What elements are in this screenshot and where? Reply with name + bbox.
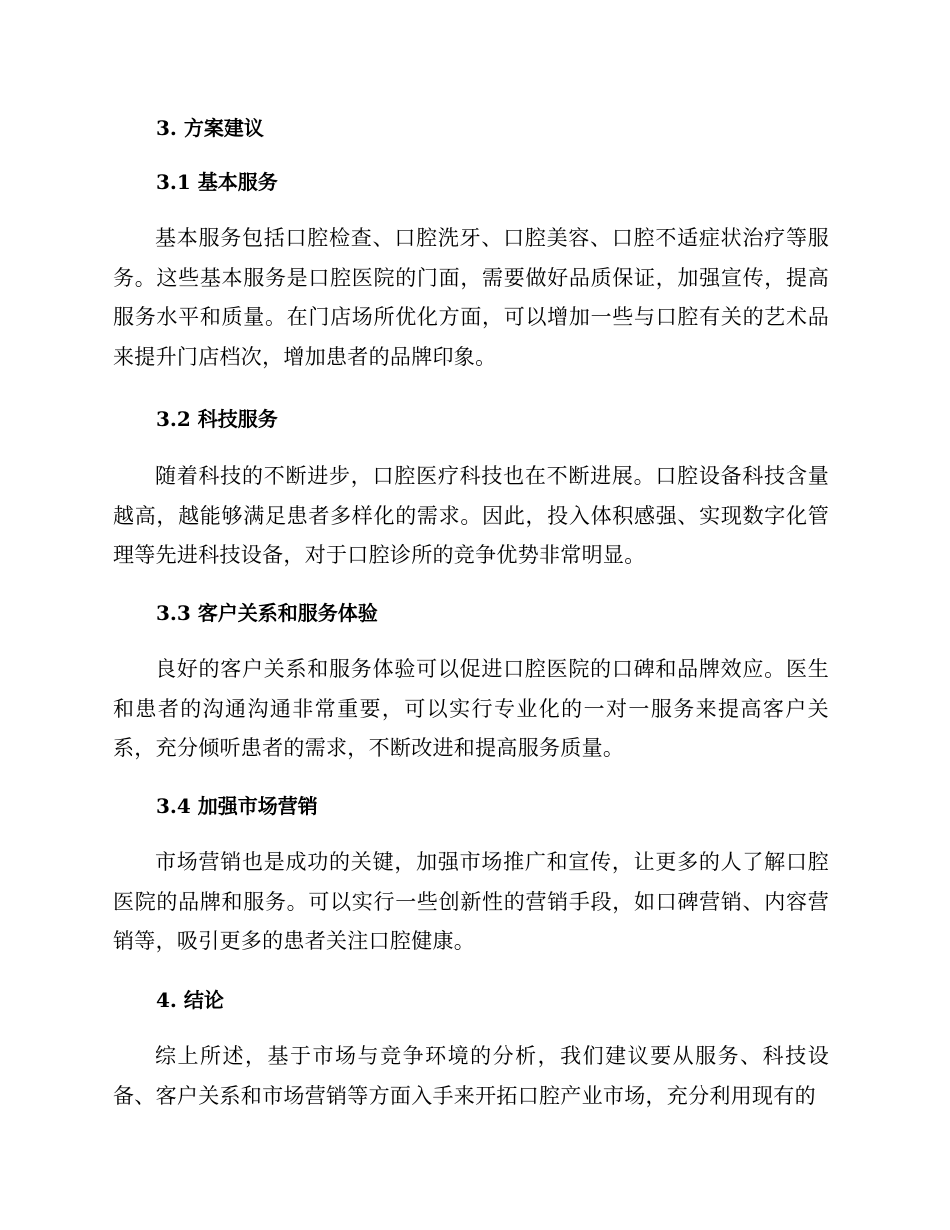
paragraph-3-4: 市场营销也是成功的关键，加强市场推广和宣传，让更多的人了解口腔医院的品牌和服务。可以实行一些创新性的营销手段，如口碑营销、内容营销等，吸引更多的患者关注口腔健康。 (113, 850, 829, 953)
section-heading-3: 3. 方案建议 (156, 116, 264, 140)
section-heading-3-3: 3.3 客户关系和服务体验 (156, 601, 378, 625)
section-heading-4: 4. 结论 (156, 988, 224, 1012)
paragraph-4: 综上所述，基于市场与竞争环境的分析，我们建议要从服务、科技设备、客户关系和市场营销等方面入手来开拓口腔产业市场，充分利用现有的 (113, 1044, 829, 1108)
section-heading-3-1: 3.1 基本服务 (156, 170, 278, 194)
paragraph-3-3: 良好的客户关系和服务体验可以促进口腔医院的口碑和品牌效应。医生和患者的沟通沟通非常重要，可以实行专业化的一对一服务来提高客户关系，充分倾听患者的需求，不断改进和提高服务质量。 (113, 657, 829, 760)
section-heading-3-2: 3.2 科技服务 (156, 407, 278, 431)
paragraph-3-1: 基本服务包括口腔检查、口腔洗牙、口腔美容、口腔不适症状治疗等服务。这些基本服务是口腔医院的门面，需要做好品质保证，加强宣传，提高服务水平和质量。在门店场所优化方面，可以增加一些与口腔有关的艺术品来提升门店档次，增加患者的品牌印象。 (113, 226, 829, 369)
section-heading-3-4: 3.4 加强市场营销 (156, 794, 318, 818)
paragraph-3-2: 随着科技的不断进步，口腔医疗科技也在不断进展。口腔设备科技含量越高，越能够满足患者多样化的需求。因此，投入体积感强、实现数字化管理等先进科技设备，对于口腔诊所的竞争优势非常明显。 (113, 464, 829, 567)
